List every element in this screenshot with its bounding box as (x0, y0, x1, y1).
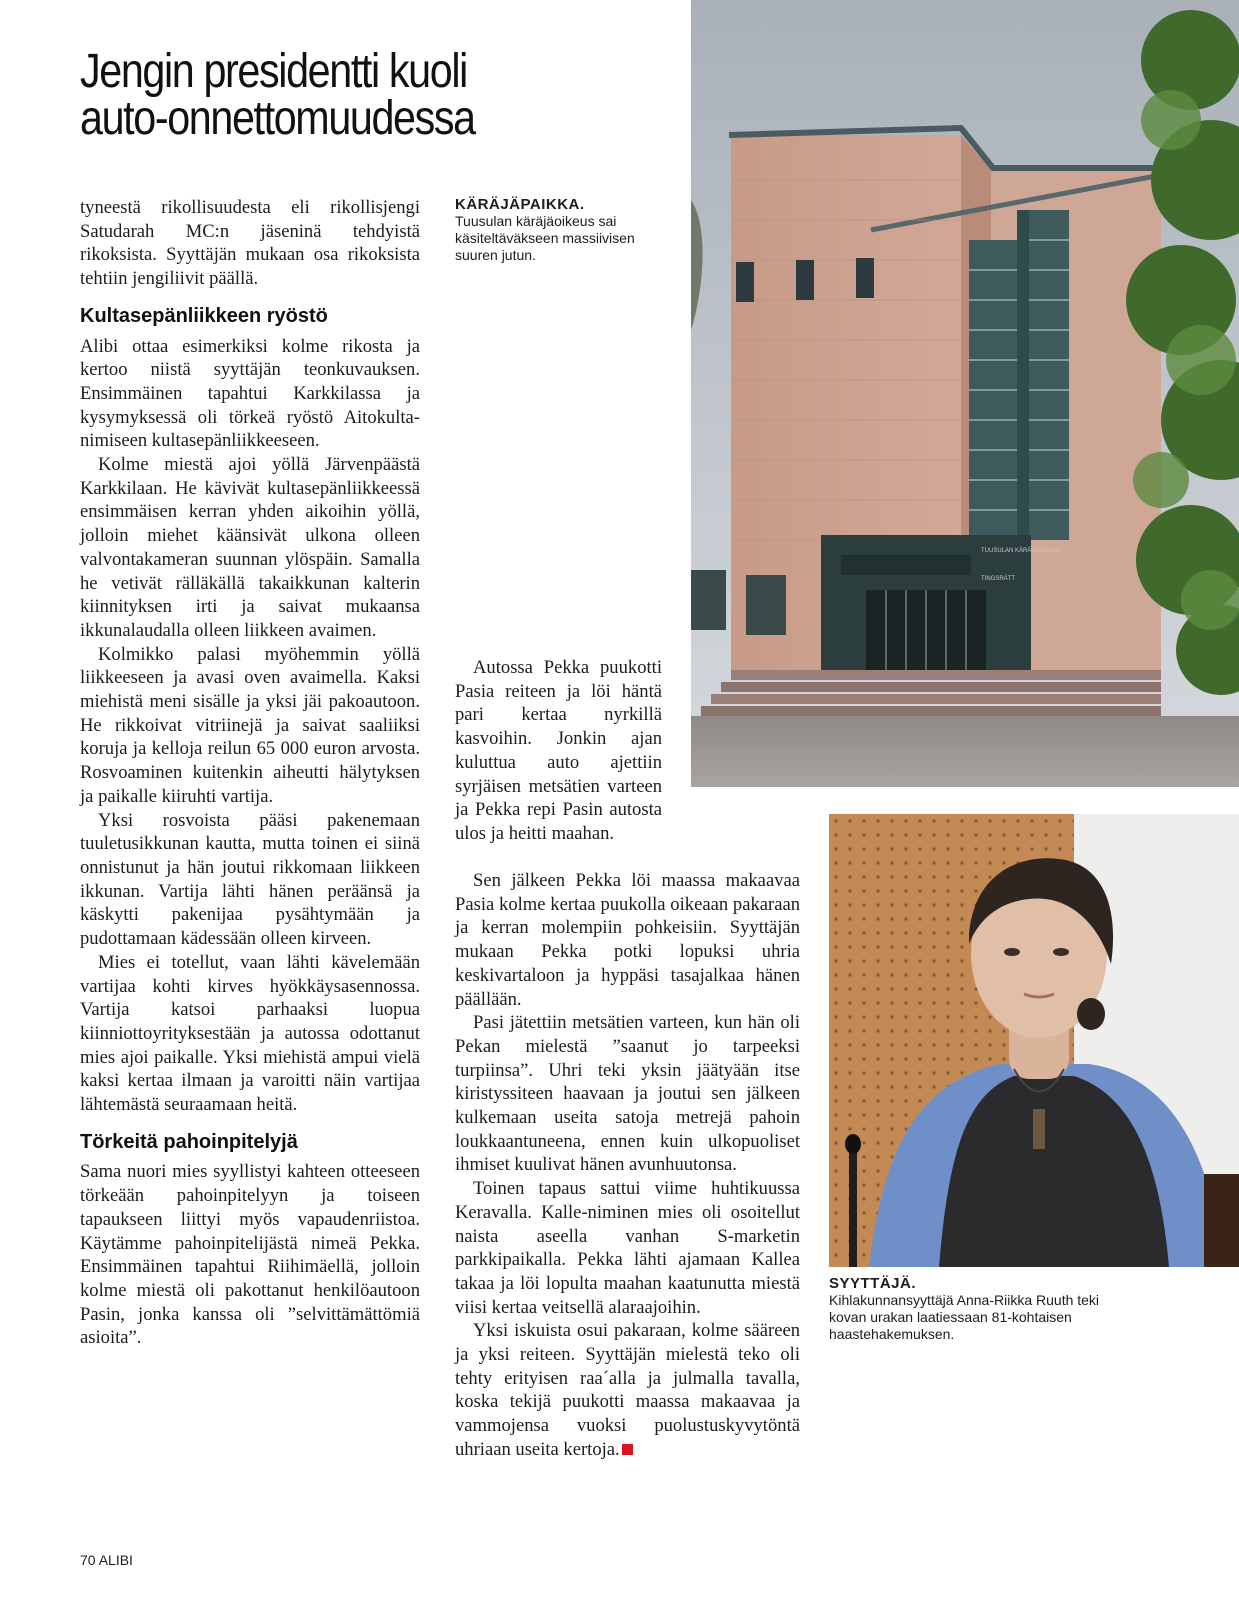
paragraph: Autossa Pekka puukotti Pasia reiteen ja löi häntä pari kertaa nyrkillä kasvoihin. Jonkin ajan kuluttua auto ajettiin syrjäisen metsätien varteen ja Pekka repi Pasin autosta ulos ja heitti maahan. (455, 657, 662, 844)
intro-paragraph: tyneestä rikollisuudesta eli rikollisjengi Satudarah MC:n jäseninä tehdyistä rikoksista. Syyttäjän mukaan osa rikoksista tehtiin jengiliivit päällä. (80, 197, 420, 290)
page-number: 70 ALIBI (80, 1552, 133, 1568)
article-column-2-continued (455, 869, 800, 1462)
paragraph: Alibi ottaa esimerkiksi kolme rikosta ja kertoo niistä syyttäjän teonkuvauksen. Ensimmäinen tapahtui Karkkilassa ja kysymyksessä oli törkeä ryöstö Aitokulta-nimiseen kultasepänliikkeeseen. (80, 335, 420, 452)
paragraph: Kolmikko palasi myöhemmin yöllä liikkeeseen ja avasi oven avaimella. Kaksi miehistä meni sisälle ja yksi jäi pakoautoon. He rikkoivat vitriinejä ja saivat saaliiksi koruja ja kelloja reilun 65 000 euron arvosta. Rosvoaminen kuitenkin aiheutti hälytyksen ja paikalle kiiruhti vartija. (80, 643, 420, 807)
paragraph: Sama nuori mies syyllistyi kahteen otteeseen törkeään pahoinpitelyyn ja toiseen tapaukseen liittyi myös vapaudenriistoa. Käytämme pahoinpitelijästä nimeä Pekka. Ensimmäinen tapahtui Riihimäellä, jolloin kolme miestä oli pakottanut henkilöautoon Pasin, jonka kanssa oli ”selvittämättömiä asioita”. (80, 1161, 420, 1349)
caption-text: Tuusulan käräjäoikeus sai käsiteltäväkseen massiivisen suuren jutun. (455, 213, 635, 263)
prosecutor-caption (829, 1275, 1129, 1343)
paragraph: Yksi rosvoista pääsi pakenemaan tuuletusikkunan kautta, mutta toinen ei siinä onnistunut ja hän joutui rikkomaan liikkeen ikkunan. Vartija lähti hänen peräänsä ja käskytti pakenijaa pysähtymään ja pudottamaan kädessään olleen kirveen. (80, 809, 420, 950)
paragraph: Mies ei totellut, vaan lähti kävelemään vartijaa kohti kirves hyökkäysasennossa. Vartija katsoi parhaaksi luopua kiinniottoyrityksestään ja autossa odottanut mies ajoi paikalle. Yksi miehistä ampui vielä kaksi kertaa ilmaan ja varoitti näin vartijaa lähtemästä seuraamaan heitä. (80, 951, 420, 1116)
headline-line-1: Jengin presidentti kuoli (80, 45, 467, 98)
paragraph (455, 1319, 800, 1461)
caption-title: KÄRÄJÄPAIKKA. (455, 196, 585, 213)
headline-line-2: auto-onnettomuudessa (80, 92, 475, 145)
caption-text: Kihlakunnansyyttäjä Anna-Riikka Ruuth teki kovan urakan laatiessaan 81-kohtaisen haastehakemuksen. (829, 1292, 1100, 1342)
final-paragraph-text: Yksi iskuista osui pakaraan, kolme sääreen ja yksi reiteen. Syyttäjän mielestä teko oli tehty erityisen raa´alla ja julmalla tavalla, koska tekijä puukotti maassa makaavaa ja vammojensa vuoksi puolustuskyvytöntä uhriaan useita kertoja. (455, 1320, 800, 1460)
paragraph: Sen jälkeen Pekka löi maassa makaavaa Pasia kolme kertaa puukolla oikeaan pakaraan ja kerran molempiin pohkeisiin. Syyttäjän mukaan Pekka potki lopuksi uhria keskivartaloon ja hyppäsi tasajalkaa hänen päällään. (455, 870, 800, 1010)
article-column-1 (80, 196, 420, 1350)
prosecutor-photo (829, 814, 1239, 1267)
headline (80, 45, 527, 145)
end-mark-icon (622, 1444, 633, 1455)
courthouse-sign-2: TINGSRÄTT (981, 576, 1015, 582)
paragraph: Kolme miestä ajoi yöllä Järvenpäästä Karkkilaan. He kävivät kultasepänliikkeessä ensimmäisen kerran yhden aikoihin yöllä, jolloin miehet käänsivät ulkona olleen valvontakameran suunnan ylöspäin. Samalla he vetivät rälläkällä takaikkunan kalterin kiinnityksen irti ja saivat mukaansa ikkunalaudalla olleen liikkeen avaimen. (80, 454, 420, 641)
subhead-assaults: Törkeitä pahoinpitelyjä (80, 1130, 298, 1153)
paragraph: Pasi jätettiin metsätien varteen, kun hän oli Pekan mielestä ”saanut jo tarpeeksi turpiinsa”. Uhri teki yksin jäätyään itse kiristyssiteen haavaan ja joutui sen jälkeen kulkemaan useita satoja metrejä pahoin loukkaantuneena, ennen kuin ulkopuoliset ihmiset kuulivat hänen avunhuutonsa. (455, 1012, 800, 1176)
subhead-robbery: Kultasepänliikkeen ryöstö (80, 304, 328, 327)
caption-title: SYYTTÄJÄ. (829, 1275, 917, 1292)
building-caption (455, 196, 665, 264)
courthouse-sign: TUUSULAN KÄRÄJÄOIKEUS (981, 548, 1062, 554)
paragraph: Toinen tapaus sattui viime huhtikuussa Keravalla. Kalle-niminen mies oli osoitellut naista aseella vanhan S-marketin parkkipaikalla. Pekka lähti ajamaan Kallea takaa ja löi lopulta maahan kaatunutta miestä viisi kertaa veitsellä alaraajoihin. (455, 1178, 800, 1318)
article-column-2 (455, 656, 800, 846)
